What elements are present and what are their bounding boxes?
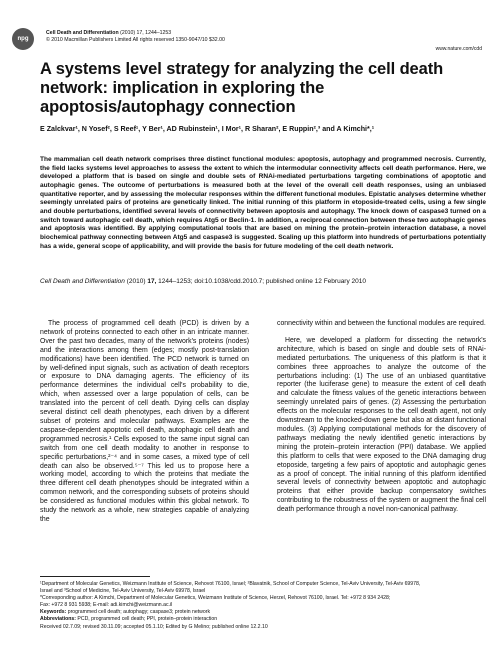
journal-header	[46, 30, 171, 37]
keywords-label: Keywords:	[40, 609, 67, 616]
body-paragraph: Here, we developed a platform for dissecting the network's architecture, which is based on single and double sets of RNAi-mediated perturbations. The uniqueness of this platform is that it combines three approaches to analyze the outcome of the perturbations including: (1) The use of an unbiased quantitative reporter (the luciferase gene) to measure the extent of cell death and calculate the fitness values of the genetic interactions between seemingly unrelated pairs of genes. (2) Assessing the perturbation effects on the molecular responses to the cell death agent, not only downstream to the knocked-down gene but also at distant functional modules. (3) Applying computational methods for the discovery of pathways mediating the newly identified genetic interactions by mining the protein–protein interaction (PPI) database. We applied this platform to cells that were exposed to the DNA damaging drug etoposide, targeting a few pairs of apoptotic and autophagic genes as a proof of concept. The initial running of this platform identified several levels of connectivity between apoptotic and autophagic proteins that either provide backup compensatory switches contributing to the robustness of the system or augment the final cell death performance through a novel non-canonical pathway.	[277, 336, 486, 514]
abstract: The mammalian cell death network comprises three distinct functional modules: apoptosis, autophagy and programmed necrosis. Currently, the field lacks systems level approaches to assess the extent to which the intermodular connectivity affects cell death performance. Here, we developed a platform that is based on single and double sets of RNAi-mediated perturbations targeting combinations of apoptotic and autophagic genes. The outcome of perturbations is measured both at the level of the overall cell death responses, using an unbiased quantitative reporter, and by assessing the molecular responses within the different functional modules. Epistatic analyses determine whether seemingly unrelated pairs of proteins are genetically linked. The initial running of this platform in etoposide-treated cells, using a few single and double perturbations, identified several levels of connectivity between apoptosis and autophagy. The knock down of caspase3 turned on a switch toward autophagic cell death, which requires Atg5 or Beclin-1. In addition, a reciprocal connection between these two autophagic genes and apoptosis was identified. By applying computational tools that are based on mining the protein–protein interaction database, a novel biochemical pathway connecting between Atg5 and caspase3 is suggested. Scaling up this platform into hundreds of perturbations potentially has a wide, general scope of applicability, and will provide the basis for future modeling of the cell death network.	[40, 156, 486, 250]
footnote-divider	[40, 576, 150, 577]
abbreviations	[40, 616, 486, 623]
citation-volume: 17,	[147, 278, 157, 285]
corresponding-author: *Corresponding author: A Kimchi, Department of Molecular Genetics, Weizmann Institute of Science, Herzel, Rehovot 76100, Israel. Tel: +972 8 934 2428;	[40, 595, 391, 602]
journal-name: Cell Death and Differentiation	[46, 30, 119, 36]
corresponding-contact[interactable]: Fax: +972 8 931 5938; E-mail: adi.kimchi@weizmann.ac.il	[40, 602, 173, 609]
affiliations-continued: Israel and ³School of Medicine, Tel-Aviv University, Tel-Aviv 69978, Israel	[40, 588, 206, 595]
body-paragraph: The process of programmed cell death (PCD) is driven by a network of proteins connected to each other in an intricate manner. Over the past two decades, many of the network's proteins (nodes) and the interactions among them (edges; mostly post-translation modifications) have been identified. The PCD network is turned on by well-defined input signals, such as activation of death receptors or exposure to DNA damaging agents. The efficiency of its performance determines the individual cell's probability to die, which, when assessed over a large population of cells, can be translated into the percent of cell death. Dying cells can display several distinct cell death phenotypes, each driven by a different subset of proteins and molecular pathways. Examples are the caspase-dependent apoptotic cell death, autophagic cell death and programmed necrosis.¹ Cells exposed to the same input signal can switch from one cell death modality to another in response to specific perturbations,²⁻⁴ and in some cases, a mixed type of cell death can also be observed.⁵⁻⁷ This led us to propose here a working model, according to which the proteins that mediate the three different cell death phenotypes should be integrated within a common network, and the corresponding subsets of proteins should be considered as functional modules within this global network. To study the network as a whole, new strategies capable of analyzing the	[40, 320, 249, 523]
body-paragraph: connectivity within and between the functional modules are required.	[277, 320, 486, 327]
citation-journal: Cell Death and Differentiation	[40, 278, 125, 285]
citation-doi[interactable]: 1244–1253; doi:10.1038/cdd.2010.7; published online 12 February 2010	[156, 278, 366, 285]
footnotes	[40, 581, 486, 631]
received-dates: Received 02.7.09; revised 30.11.09; accepted 05.1.10; Edited by G Melino; published online 12.2.10	[40, 623, 268, 630]
publisher-logo: npg	[12, 28, 34, 50]
copyright-line: © 2010 Macmillan Publishers Limited All rights reserved 1350-9047/10 $32.00	[46, 37, 225, 43]
journal-url[interactable]: www.nature.com/cdd	[435, 46, 482, 52]
journal-citation: (2010) 17, 1244–1253	[120, 30, 172, 36]
affiliations: ¹Department of Molecular Genetics, Weizmann Institute of Science, Rehovot 76100, Israel; ²Blavatnik, School of Computer Science, Tel-Aviv University, Tel-Aviv 69978,	[40, 581, 421, 587]
keywords	[40, 609, 486, 616]
abbreviations-text: PCD, programmed cell death; PPI, protein–protein interaction	[76, 616, 218, 623]
abbreviations-label: Abbreviations:	[40, 616, 76, 623]
body-column-right	[277, 320, 486, 515]
keywords-text: programmed cell death; autophagy; caspase3; protein network	[66, 609, 211, 616]
article-citation	[40, 278, 486, 286]
article-title: A systems level strategy for analyzing the cell death network: implication in exploring the apoptosis/autophagy connection	[40, 60, 444, 116]
author-list: E Zalckvar¹, N Yosef², S Reef¹, Y Ber¹, AD Rubinstein¹, I Mor¹, R Sharan², E Ruppin²,³ and A Kimchi*,¹	[40, 125, 375, 133]
body-column-left	[40, 320, 249, 525]
citation-year: (2010)	[124, 278, 148, 285]
